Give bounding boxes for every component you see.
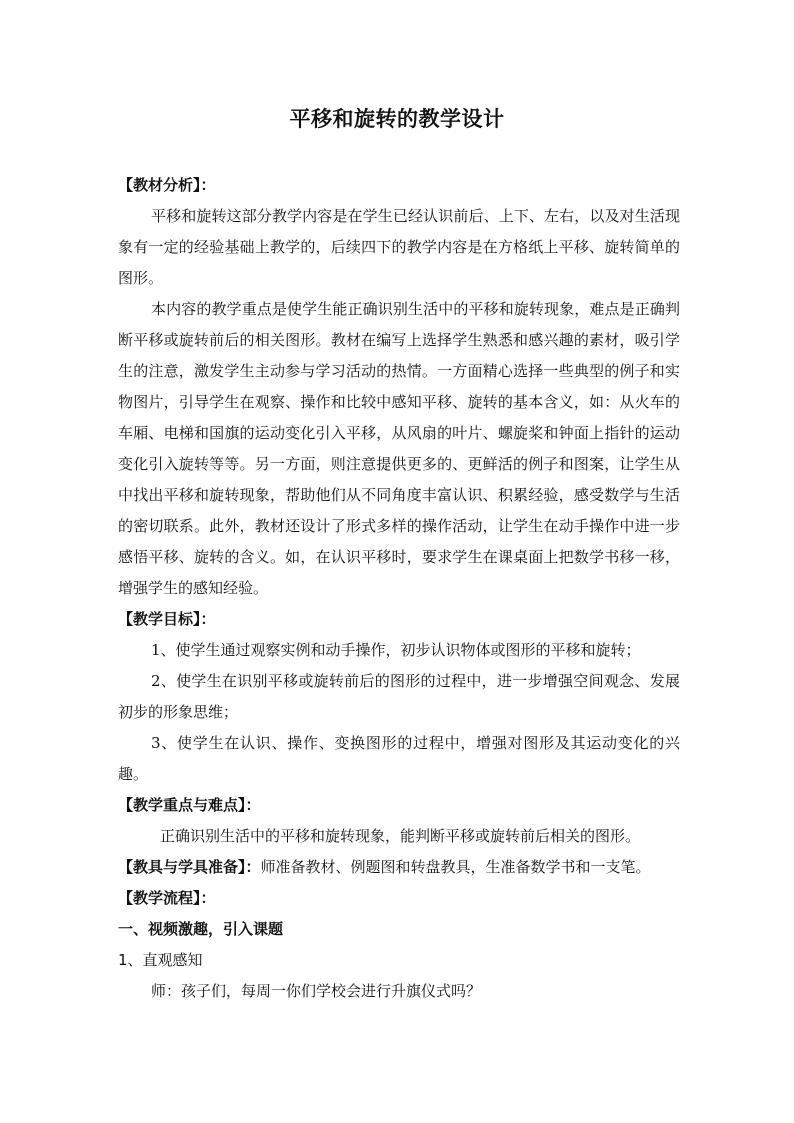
process-heading: 【教学流程】： [118, 889, 216, 907]
analysis-heading: 【教材分析】： [118, 176, 216, 194]
goal-item-1: 1、使学生通过观察实例和动手操作，初步认识物体或图形的平移和旋转； [151, 641, 641, 659]
prep-line [118, 852, 680, 883]
subsection-heading-1: 1、直观感知 [118, 951, 203, 969]
goal-item-2: 2、使学生在识别平移或旋转前后的图形的过程中，进一步增强空间观念、发展初步的形象思维； [118, 672, 680, 721]
goals-heading: 【教学目标】： [118, 610, 216, 628]
document-body [118, 170, 680, 1007]
prep-heading: 【教具与学具准备】： [118, 858, 261, 876]
section-heading-1: 一、视频激趣，引入课题 [118, 920, 284, 938]
dialog-line-1: 师：孩子们，每周一你们学校会进行升旗仪式吗？ [151, 982, 482, 1000]
document-title: 平移和旋转的教学设计 [289, 107, 505, 131]
prep-text: 师准备教材、例题图和转盘教具，生准备数学书和一支笔。 [260, 858, 651, 876]
analysis-paragraph-1: 平移和旋转这部分教学内容是在学生已经认识前后、上下、左右，以及对生活现象有一定的经验基础上教学的，后续四下的教学内容是在方格纸上平移、旋转简单的图形。 [118, 207, 680, 287]
goal-item-3: 3、使学生在认识、操作、变换图形的过程中，增强对图形及其运动变化的兴趣。 [118, 734, 680, 783]
analysis-paragraph-2: 本内容的教学重点是使学生能正确识别生活中的平移和旋转现象，难点是正确判断平移或旋转前后的相关图形。教材在编写上选择学生熟悉和感兴趣的素材，吸引学生的注意，激发学生主动参与学习活动的热情。一方面精心选择一些典型的例子和实物图片，引导学生在观察、操作和比较中感知平移、旋转的基本含义，如：从火车的车厢、电梯和国旗的运动变化引入平移，从风扇的叶片、螺旋桨和钟面上指针的运动变化引入旋转等等。另一方面，则注意提供更多的、更鲜活的例子和图案，让学生从中找出平移和旋转现象，帮助他们从不同角度丰富认识、积累经验，感受数学与生活的密切联系。此外，教材还设计了形式多样的操作活动，让学生在动手操作中进一步感悟平移、旋转的含义。如，在认识平移时，要求学生在课桌面上把数学书移一移，增强学生的感知经验。 [118, 300, 680, 597]
keypoints-heading: 【教学重点与难点】： [118, 796, 261, 814]
keypoints-text: 正确识别生活中的平移和旋转现象，能判断平移或旋转前后相关的图形。 [160, 827, 641, 845]
